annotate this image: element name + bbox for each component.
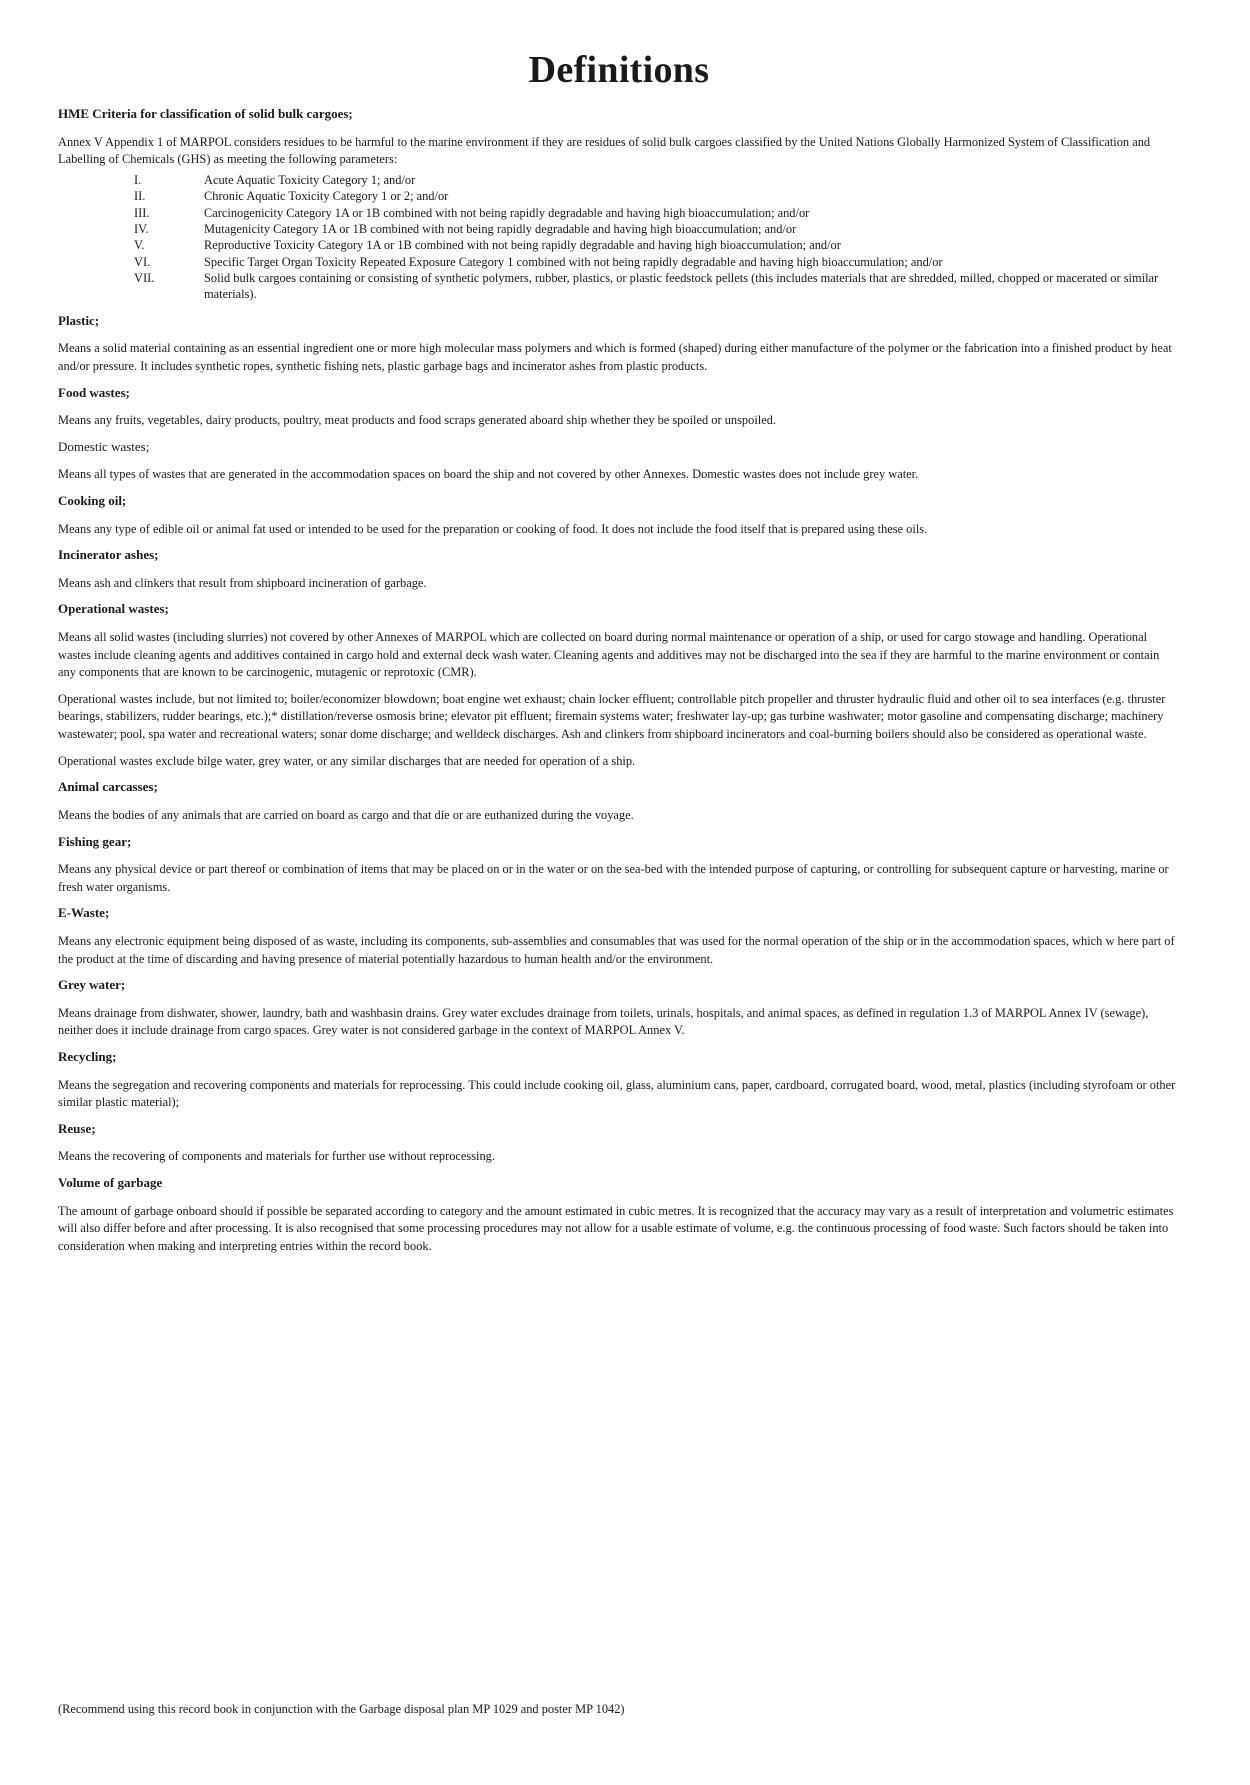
section-heading: Domestic wastes;	[58, 438, 150, 454]
section-grey-water	[58, 977, 1180, 1040]
criteria-text: Reproductive Toxicity Category 1A or 1B combined with not being rapidly degradable and having high bioaccumulation; and/or	[204, 238, 841, 253]
section-heading: Animal carcasses;	[58, 779, 158, 795]
section-recycling	[58, 1049, 1180, 1112]
criteria-text: Acute Aquatic Toxicity Category 1; and/or	[204, 172, 416, 187]
section-heading: E-Waste;	[58, 905, 110, 921]
section-heading: Plastic;	[58, 312, 100, 328]
section-heading: Operational wastes;	[58, 601, 169, 617]
section-paragraph: Means any electronic equipment being disposed of as waste, including its components, sub-assemblies and consumables that was used for the normal operation of the ship or in the accommodation spaces, which w here part of the product at the time of discarding and having presence of material potentially hazardous to human health and/or the environment.	[58, 933, 1175, 966]
section-paragraph: Annex V Appendix 1 of MARPOL considers residues to be harmful to the marine environment if they are residues of solid bulk cargoes classified by the United Nations Globally Harmonized System of Classification and Labelling of Chemicals (GHS) as meeting the following parameters:	[58, 134, 1151, 167]
section-domestic-wastes	[58, 439, 1180, 484]
section-fishing-gear	[58, 834, 1180, 897]
criteria-item	[58, 188, 1180, 204]
section-food-wastes	[58, 385, 1180, 430]
section-paragraph: The amount of garbage onboard should if possible be separated according to category and the amount estimated in cubic metres. It is recognized that the accuracy may vary as a result of interpretation and volumetric estimates will also differ before and after processing. It is also recognised that some processing procedures may not allow for a usable estimate of volume, e.g. the continuous processing of food waste. Such factors should be taken into consideration when making and interpreting entries within the record book.	[58, 1203, 1174, 1253]
criteria-number: III.	[134, 205, 150, 220]
section-heading: Grey water;	[58, 977, 126, 993]
section-heading: Food wastes;	[58, 384, 130, 400]
criteria-number: II.	[134, 189, 146, 204]
criteria-item	[58, 172, 1180, 188]
section-cooking-oil	[58, 493, 1180, 538]
criteria-number: VII.	[134, 271, 155, 286]
criteria-text: Mutagenicity Category 1A or 1B combined with not being rapidly degradable and having high bioaccumulation; and/or	[204, 221, 797, 236]
section-heading: Incinerator ashes;	[58, 547, 159, 563]
section-paragraph: Means ash and clinkers that result from shipboard incineration of garbage.	[58, 575, 427, 590]
section-reuse	[58, 1121, 1180, 1166]
section-heading: HME Criteria for classification of solid bulk cargoes;	[58, 106, 353, 121]
criteria-text: Chronic Aquatic Toxicity Category 1 or 2; and/or	[204, 189, 449, 204]
criteria-item	[58, 270, 1180, 303]
section-paragraph: Means drainage from dishwater, shower, laundry, bath and washbasin drains. Grey water excludes drainage from toilets, urinals, hospitals, and animal spaces, as defined in regulation 1.3 of MARPOL Annex IV (sewage), neither does it include drainage from cargo spaces. Grey water is not considered garbage in the context of MARPOL Annex V.	[58, 1005, 1149, 1038]
section-heading: Volume of garbage	[58, 1174, 163, 1190]
section-heading: Recycling;	[58, 1048, 117, 1064]
section-e-waste	[58, 905, 1180, 968]
section-paragraph: Means all types of wastes that are generated in the accommodation spaces on board the ship and not covered by other Annexes. Domestic wastes does not include grey water.	[58, 467, 919, 482]
criteria-text: Carcinogenicity Category 1A or 1B combined with not being rapidly degradable and having high bioaccumulation; and/or	[204, 205, 810, 220]
footer-note: (Recommend using this record book in conjunction with the Garbage disposal plan MP 1029 and poster MP 1042)	[58, 1702, 625, 1716]
criteria-text: Solid bulk cargoes containing or consisting of synthetic polymers, rubber, plastics, or plastic feedstock pellets (this includes materials that are shredded, milled, chopped or macerated or similar materials).	[204, 271, 1159, 302]
criteria-item	[58, 205, 1180, 221]
criteria-list	[58, 172, 1180, 303]
criteria-item	[58, 221, 1180, 237]
criteria-text: Specific Target Organ Toxicity Repeated Exposure Category 1 combined with not being rapidly degradable and having high bioaccumulation; and/or	[204, 254, 943, 269]
criteria-number: IV.	[134, 221, 149, 236]
section-paragraph: Means the bodies of any animals that are carried on board as cargo and that die or are euthanized during the voyage.	[58, 807, 634, 822]
section-animal-carcasses	[58, 779, 1180, 824]
section-heading: Cooking oil;	[58, 493, 127, 509]
section-paragraph: Operational wastes include, but not limited to; boiler/economizer blowdown; boat engine wet exhaust; chain locker effluent; controllable pitch propeller and thruster hydraulic fluid and other oil to sea interfaces (e.g. thruster bearings, stabilizers, rudder bearings, etc.);* distillation/reverse osmosis brine; elevator pit effluent; firemain systems water; freshwater lay-up; gas turbine washwater; motor gasoline and compensating discharge; machinery wastewater; pool, spa water and recreational waters; sonar dome discharge; and welldeck discharges. Ash and clinkers from shipboard incinerators and coal-burning boilers should also be considered as operational waste.	[58, 691, 1166, 742]
section-paragraph: Means any type of edible oil or animal fat used or intended to be used for the preparation or cooking of food. It does not include the food itself that is prepared using these oils.	[58, 521, 928, 536]
section-paragraph: Operational wastes exclude bilge water, grey water, or any similar discharges that are needed for operation of a ship.	[58, 753, 636, 768]
section-paragraph: Means any physical device or part thereof or combination of items that may be placed on or in the water or on the sea-bed with the intended purpose of capturing, or controlling for subsequent capture or harvesting, marine or fresh water organisms.	[58, 862, 1169, 894]
section-volume-of-garbage	[58, 1175, 1180, 1255]
criteria-item	[58, 237, 1180, 253]
section-heading: Fishing gear;	[58, 833, 132, 849]
section-paragraph: Means any fruits, vegetables, dairy products, poultry, meat products and food scraps generated aboard ship whether they be spoiled or unspoiled.	[58, 413, 776, 428]
page-title: Definitions	[528, 49, 710, 91]
section-paragraph: Means the recovering of components and materials for further use without reprocessing.	[58, 1149, 495, 1164]
document-page	[58, 48, 1180, 1264]
section-paragraph: Means the segregation and recovering components and materials for reprocessing. This could include cooking oil, glass, aluminium cans, paper, cardboard, corrugated board, wood, metal, plastics (including styrofoam or other similar plastic material);	[58, 1077, 1176, 1110]
section-heading: Reuse;	[58, 1120, 96, 1136]
section-hme-criteria	[58, 106, 1180, 303]
section-incinerator-ashes	[58, 547, 1180, 592]
criteria-number: V.	[134, 238, 145, 253]
section-plastic	[58, 313, 1180, 376]
section-operational-wastes	[58, 601, 1180, 770]
section-paragraph: Means a solid material containing as an essential ingredient one or more high molecular mass polymers and which is formed (shaped) during either manufacture of the polymer or the fabrication into a finished product by heat and/or pressure. It includes synthetic ropes, synthetic fishing nets, plastic garbage bags and incinerator ashes from plastic products.	[58, 341, 1172, 374]
criteria-item	[58, 254, 1180, 270]
section-paragraph: Means all solid wastes (including slurries) not covered by other Annexes of MARPOL which are collected on board during normal maintenance or operation of a ship, or used for cargo stowage and handling. Operational wastes include cleaning agents and additives contained in cargo hold and external deck wash water. Cleaning agents and additives may not be discharged into the sea if they are harmful to the marine environment or contain any components that are known to be carcinogenic, mutagenic or reprotoxic (CMR).	[58, 630, 1160, 680]
criteria-number: VI.	[134, 254, 151, 269]
criteria-number: I.	[134, 172, 142, 187]
